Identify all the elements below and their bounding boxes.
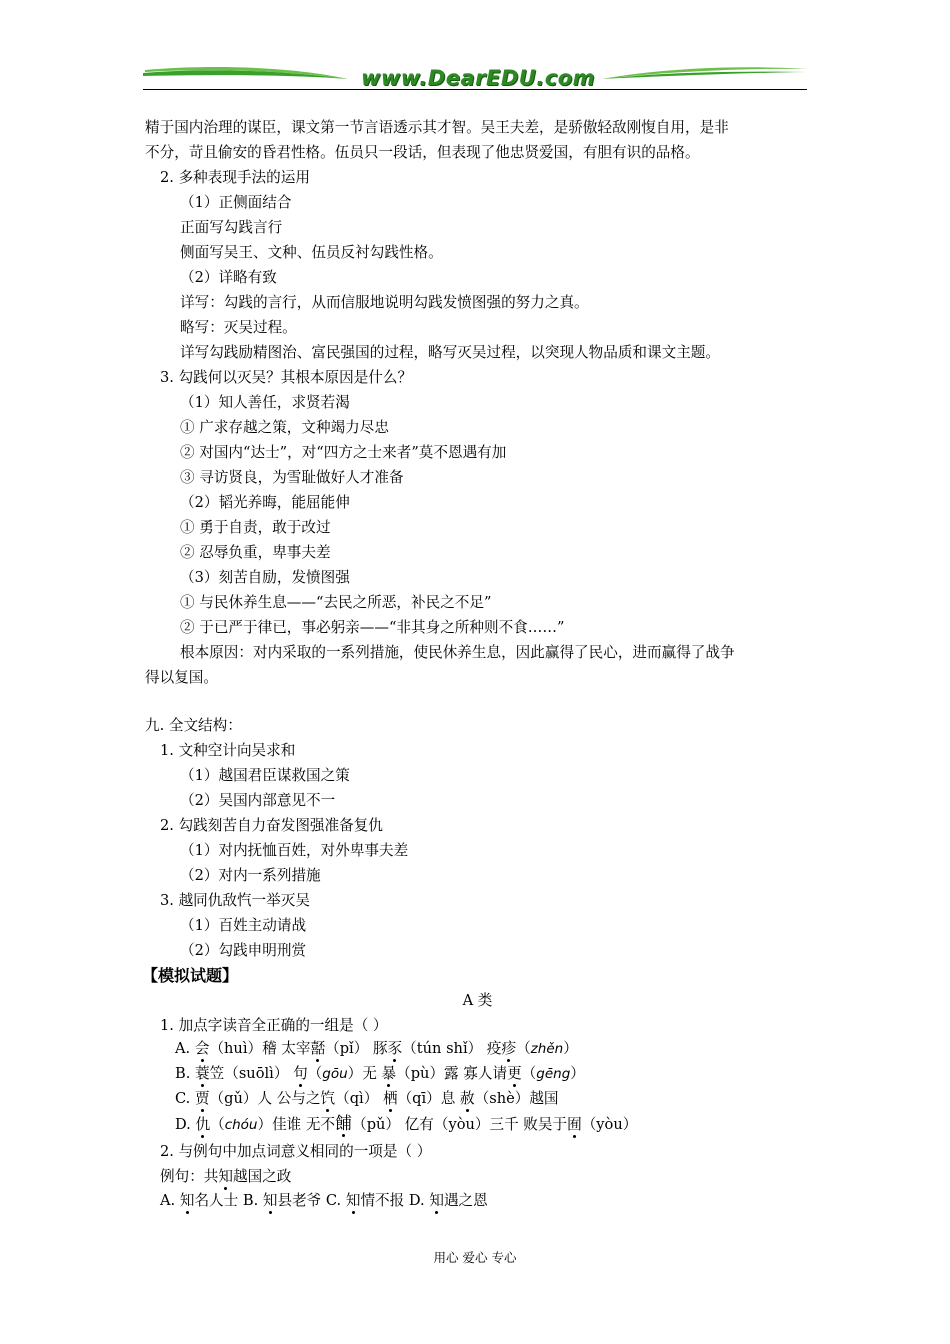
mock-test-title: 【模拟试题】 [142, 966, 239, 985]
option-text: （yòu）三千 败吴于 [433, 1116, 568, 1133]
subheading: （1）正侧面结合 [180, 194, 292, 211]
option-text: （ [516, 1040, 531, 1057]
list-item: （1）对内抚恤百姓，对外卑事夫差 [180, 842, 409, 859]
option-text: （qì） [335, 1090, 383, 1107]
option-text: 笠（suōlì） [209, 1065, 294, 1082]
subheading: （1）知人善任，求贤若渴 [180, 394, 350, 411]
section-heading: 2. 多种表现手法的运用 [160, 169, 310, 186]
class-a-label: A 类 [462, 992, 493, 1009]
option-text: （gǔ）人 公与之 [209, 1090, 321, 1107]
option-prefix: A. [175, 1040, 195, 1057]
option-text: （pǔ） 亿有 [352, 1116, 434, 1133]
dotted-char: 豕 [387, 1040, 403, 1057]
dotted-char: 仇 [195, 1116, 211, 1133]
pinyin: zhěn [530, 1041, 564, 1057]
dotted-char: 疹 [501, 1040, 517, 1057]
subheading: （2）详略有致 [180, 269, 277, 286]
option-text: 例句：共 [160, 1168, 219, 1185]
option-text: ）佳谁 无不 [257, 1116, 336, 1133]
paragraph-line: 详写：勾践的言行，从而信服地说明勾践发愤图强的努力之真。 [180, 294, 589, 311]
dotted-char: 暴 [381, 1065, 397, 1082]
option-text: （ [210, 1116, 225, 1133]
paragraph-line: 详写勾践励精图治、富民强国的过程，略写灭吴过程，以突现人物品质和课文主题。 [180, 344, 720, 361]
list-item: ② 于已严于律已，事必躬亲——“非其身之所种则不食……” [180, 619, 565, 636]
option-text: （pǐ） 豚 [325, 1040, 388, 1057]
question-2: 2. 与例句中加点词意义相同的一项是（ ） [160, 1143, 432, 1160]
list-item: 2. 勾践刻苦自力奋发图强准备复仇 [160, 817, 383, 834]
paragraph-line: 侧面写吴王、文种、伍员反衬勾践性格。 [180, 244, 443, 261]
option-1c [175, 1089, 559, 1109]
paragraph-line: 得以复国。 [145, 669, 218, 686]
dotted-char: 栖 [382, 1090, 398, 1107]
option-text: （shè）越国 [474, 1090, 559, 1107]
dotted-char: 句 [293, 1065, 308, 1082]
option-text: 越国之政 [233, 1168, 292, 1185]
option-text: （pù）露 寡人请 [396, 1065, 508, 1082]
paragraph-line: 正面写勾践言行 [180, 219, 283, 236]
option-text: 县老爷 C. [277, 1192, 346, 1209]
paragraph-line: 略写：灭吴过程。 [180, 319, 297, 336]
list-item: ② 对国内“达士”，对“四方之士来者”莫不恩遇有加 [180, 444, 507, 461]
dotted-char: 嚭 [310, 1040, 326, 1057]
dotted-char: 贾 [194, 1090, 210, 1107]
option-text: ）无 [347, 1065, 382, 1082]
question-2-options [160, 1191, 488, 1211]
dotted-char: 囿 [567, 1116, 582, 1133]
paragraph-line: 根本原因：对内采取的一系列措施，使民休养生息，因此赢得了民心，进而赢得了战争 [180, 644, 735, 661]
option-prefix: A. [160, 1192, 180, 1209]
option-prefix: B. [175, 1065, 196, 1082]
subheading: （2）韬光养晦，能屈能伸 [180, 494, 350, 511]
list-item: 3. 越同仇敌忾一举灭吴 [160, 892, 310, 909]
dotted-char: 更 [507, 1065, 522, 1082]
option-prefix: D. [175, 1116, 196, 1133]
option-1d [175, 1114, 637, 1135]
list-item: ① 勇于自责，敢于改过 [180, 519, 331, 536]
option-text: （ [307, 1065, 323, 1082]
dotted-char: 知 [179, 1192, 195, 1209]
pinyin: gēng [536, 1066, 571, 1082]
option-prefix: C. [175, 1090, 195, 1107]
list-item: ③ 寻访贤良，为雪耻做好人才准备 [180, 469, 404, 486]
dotted-char: 赦 [460, 1090, 475, 1107]
pinyin: gōu [322, 1066, 348, 1082]
option-text: （tún shǐ） 疫 [402, 1040, 502, 1057]
option-text: 情不报 D. [360, 1192, 430, 1209]
list-item: （2）勾践申明刑赏 [180, 942, 307, 959]
option-text: ） [570, 1065, 585, 1082]
option-1b [175, 1064, 585, 1084]
header-rule [143, 89, 807, 90]
list-item: （2）对内一系列措施 [180, 867, 321, 884]
option-text: （yòu） [581, 1116, 638, 1133]
dotted-char: 会 [194, 1040, 210, 1057]
section-heading: 3. 勾践何以灭吴？其根本原因是什么？ [160, 369, 413, 386]
dotted-char: 餔 [335, 1114, 353, 1134]
dotted-char: 知 [429, 1192, 444, 1209]
option-text: 遇之恩 [443, 1192, 488, 1209]
example-sentence [160, 1167, 291, 1187]
list-item: （1）百姓主动请战 [180, 917, 307, 934]
option-text: （huì）稽 太宰 [209, 1040, 311, 1057]
option-1a [175, 1039, 578, 1059]
subheading: （3）刻苦自励，发愤图强 [180, 569, 350, 586]
list-item: （1）越国君臣谋救国之策 [180, 767, 350, 784]
dotted-char: 知 [345, 1192, 361, 1209]
list-item: ① 广求存越之策，文种竭力尽忠 [180, 419, 389, 436]
paragraph-line: 精于国内治理的谋臣，课文第一节言语透示其才智。吴王夫差，是骄傲轻敌刚愎自用，是非 [145, 119, 729, 136]
option-text: 名人士 B. [194, 1192, 263, 1209]
list-item: 1. 文种空计向吴求和 [160, 742, 296, 759]
pinyin: chóu [224, 1117, 258, 1133]
section-heading: 九. 全文结构： [145, 717, 242, 734]
dotted-char: 蓑 [195, 1065, 210, 1082]
option-text: （ [521, 1065, 537, 1082]
option-text: ） [563, 1040, 578, 1057]
page-footer: 用心 爱心 专心 [433, 1250, 517, 1265]
question-1: 1. 加点字读音全正确的一组是（ ） [160, 1017, 388, 1034]
list-item: （2）吴国内部意见不一 [180, 792, 336, 809]
list-item: ② 忍辱负重，卑事夫差 [180, 544, 331, 561]
paragraph-line: 不分，苛且偷安的昏君性格。伍员只一段话，但表现了他忠贤爱国，有胆有识的品格。 [145, 144, 700, 161]
option-text: （qī）息 [397, 1090, 460, 1107]
dotted-char: 知 [218, 1168, 233, 1185]
site-logo: www.DearEDU.com [360, 66, 596, 90]
list-item: ① 与民休养生息——“去民之所恶，补民之不足” [180, 594, 492, 611]
dotted-char: 饩 [320, 1090, 336, 1107]
dotted-char: 知 [262, 1192, 278, 1209]
